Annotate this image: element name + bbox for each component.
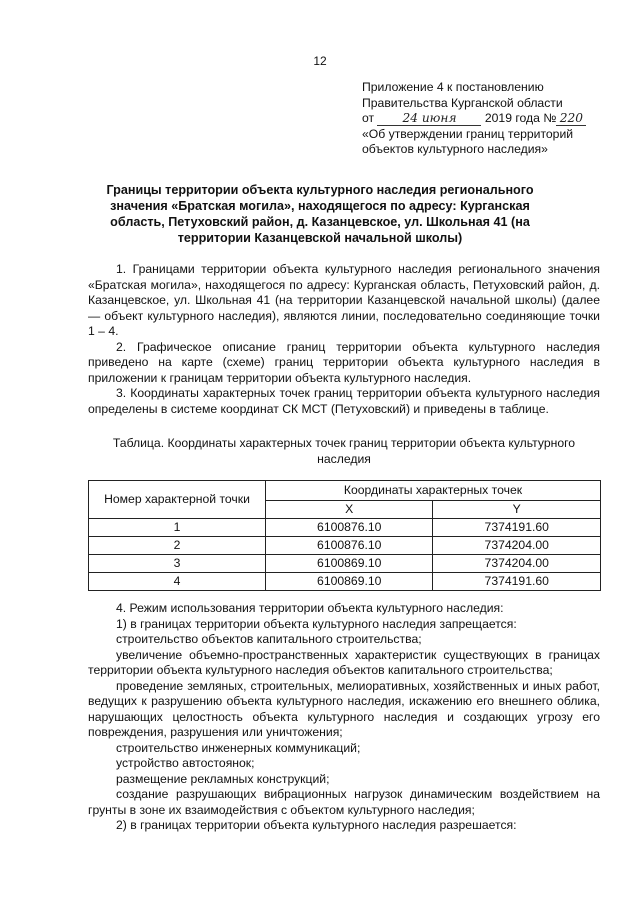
paragraph: увеличение объемно-пространственных характеристик существующих в границах территории объекта культурного наследия объектов капитального строительства; xyxy=(88,647,600,677)
col-point-number-header: Номер характерной точки xyxy=(89,481,266,519)
handwritten-date: 24 июня xyxy=(377,112,481,126)
paragraph: 4. Режим использования территории объекта культурного наследия: xyxy=(116,601,504,615)
table-row xyxy=(89,573,601,591)
coord-x: 6100869.10 xyxy=(266,555,433,573)
coord-x: 6100869.10 xyxy=(266,573,433,591)
coord-y: 7374191.60 xyxy=(433,519,601,537)
coord-y: 7374204.00 xyxy=(433,537,601,555)
document-title: Границы территории объекта культурного наследия регионального значения «Братская могила», находящегося по адресу: Курганская область, Петуховский район, д. Казанцевское, ул. Школьная 41 (на территории Казанцевской начальной школы) xyxy=(106,183,534,245)
point-number: 3 xyxy=(89,555,266,573)
paragraph: 1. Границами территории объекта культурного наследия регионального значения «Братская могила», находящегося по адресу: Курганская область, Петуховский район, д. Казанцевское, ул. Школьная 41 (на территории Казанцевской начальной школы) (далее — объект культурного наследия), являются линии, последовательно соединяющие точки 1 – 4. xyxy=(88,262,600,338)
handwritten-number: 220 xyxy=(556,112,586,126)
point-number: 1 xyxy=(89,519,266,537)
paragraph: проведение земляных, строительных, мелиоративных, хозяйственных и иных работ, ведущих к разрушению объекта культурного наследия, искажению его внешнего облика, нарушающих целостность объекта культурного наследия и создающих угрозу его повреждения, разрушения или уничтожения; xyxy=(88,678,600,739)
coord-y: 7374204.00 xyxy=(433,555,601,573)
table-header-row xyxy=(89,481,601,501)
table-caption: Таблица. Координаты характерных точек границ территории объекта культурного наследия xyxy=(112,436,576,466)
point-number: 2 xyxy=(89,537,266,555)
paragraph: устройство автостоянок; xyxy=(116,756,255,770)
regime-section xyxy=(88,601,600,834)
point-number: 4 xyxy=(89,573,266,591)
paragraph: создание разрушающих вибрационных нагрузок динамическим воздействием на грунты в зоне их взаимодействия с объектом культурного наследия; xyxy=(88,787,600,817)
paragraph: 3. Координаты характерных точек границ территории объекта культурного наследия определены в системе координат СК МСТ (Петуховский) и приведены в таблице. xyxy=(88,386,600,416)
paragraph: размещение рекламных конструкций; xyxy=(116,771,330,786)
appendix-header xyxy=(362,80,622,158)
appendix-from: от xyxy=(362,111,375,125)
coord-y: 7374191.60 xyxy=(433,573,601,591)
paragraph: строительство объектов капитального строительства; xyxy=(116,632,422,646)
paragraph: 2. Графическое описание границ территории объекта культурного наследия приведено на карте (схеме) границ территории объекта культурного наследия в приложении к границам территории объекта культурного наследия. xyxy=(88,339,600,385)
table-row xyxy=(89,519,601,537)
paragraph: строительство инженерных коммуникаций; xyxy=(116,740,361,755)
col-y-header: Y xyxy=(433,501,601,519)
coordinates-table xyxy=(88,480,601,591)
appendix-line-5: объектов культурного наследия» xyxy=(362,142,548,156)
coord-x: 6100876.10 xyxy=(266,519,433,537)
appendix-line-1: Приложение 4 к постановлению xyxy=(362,80,544,94)
appendix-year: 2019 года № xyxy=(484,111,557,125)
paragraph: 2) в границах территории объекта культурного наследия разрешается: xyxy=(116,818,517,832)
paragraph: 1) в границах территории объекта культурного наследия запрещается: xyxy=(116,616,517,631)
col-x-header: X xyxy=(266,501,433,519)
appendix-line-2: Правительства Курганской области xyxy=(362,95,563,110)
coord-x: 6100876.10 xyxy=(266,537,433,555)
col-coordinates-header: Координаты характерных точек xyxy=(266,481,601,501)
table-row xyxy=(89,537,601,555)
appendix-line-3 xyxy=(362,111,622,127)
appendix-line-4: «Об утверждении границ территорий xyxy=(362,126,574,141)
table-row xyxy=(89,555,601,573)
intro-section xyxy=(88,262,600,417)
page-number: 12 xyxy=(313,54,327,68)
